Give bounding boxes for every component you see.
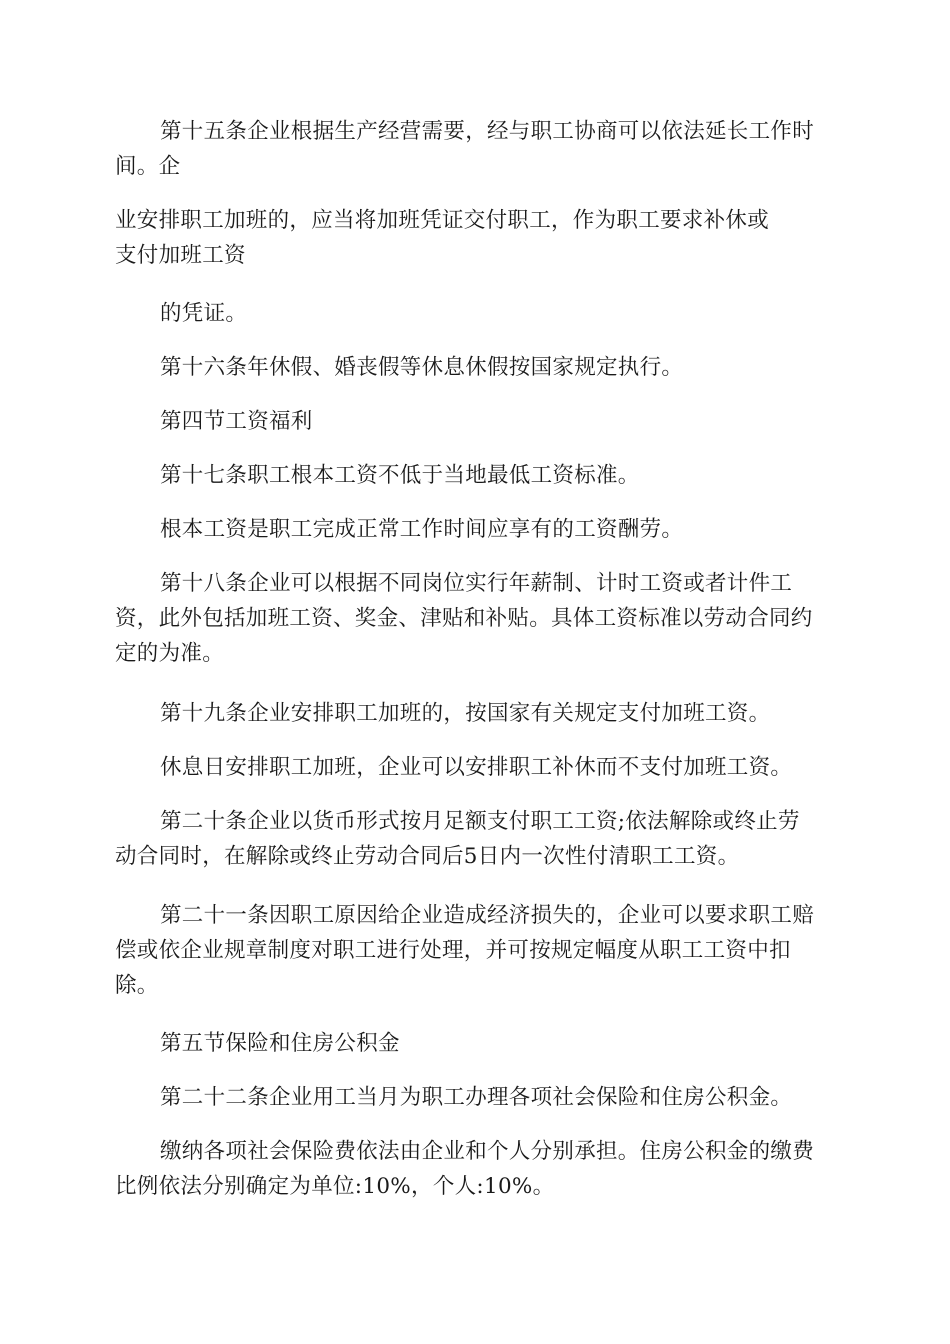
text-line: 除。 bbox=[115, 973, 159, 998]
text-line: 根本工资是职工完成正常工作时间应享有的工资酬劳。 bbox=[160, 517, 684, 542]
paragraph-article-15-end bbox=[115, 296, 835, 331]
paragraph-article-17-cont bbox=[115, 512, 835, 547]
text-line: 偿或依企业规章制度对职工进行处理，并可按规定幅度从职工工资中扣 bbox=[115, 938, 791, 963]
text-line: 动合同时，在解除或终止劳动合同后5日内一次性付清职工工资。 bbox=[115, 844, 740, 869]
paragraph-article-15 bbox=[115, 114, 835, 184]
text-line: 第十五条企业根据生产经营需要，经与职工协商可以依法延长工作时 bbox=[160, 119, 815, 144]
text-line: 第十八条企业可以根据不同岗位实行年薪制、计时工资或者计件工 bbox=[160, 571, 793, 596]
text-line: 第二十条企业以货币形式按月足额支付职工工资;依法解除或终止劳 bbox=[160, 809, 800, 834]
paragraph-article-22 bbox=[115, 1080, 835, 1115]
paragraph-article-18 bbox=[115, 566, 835, 671]
text-line: 支付加班工资 bbox=[115, 243, 246, 268]
paragraph-article-21 bbox=[115, 898, 835, 1003]
text-line: 比例依法分别确定为单位:10%，个人:10%。 bbox=[115, 1174, 555, 1199]
paragraph-article-22-cont bbox=[115, 1134, 835, 1204]
text-line: 间。企 bbox=[115, 154, 181, 179]
text-line: 休息日安排职工加班，企业可以安排职工补休而不支付加班工资。 bbox=[160, 755, 793, 780]
text-line: 第四节工资福利 bbox=[160, 409, 313, 434]
text-line: 第五节保险和住房公积金 bbox=[160, 1031, 400, 1056]
text-line: 业安排职工加班的，应当将加班凭证交付职工，作为职工要求补休或 bbox=[115, 208, 770, 233]
paragraph-article-20 bbox=[115, 804, 835, 874]
paragraph-article-15-cont bbox=[115, 203, 835, 273]
text-line: 定的为准。 bbox=[115, 641, 225, 666]
text-line: 第十九条企业安排职工加班的，按国家有关规定支付加班工资。 bbox=[160, 701, 771, 726]
text-line: 的凭证。 bbox=[160, 301, 248, 326]
section-heading-wages bbox=[115, 404, 835, 439]
text-line: 第二十一条因职工原因给企业造成经济损失的，企业可以要求职工赔 bbox=[160, 903, 815, 928]
text-line: 第十六条年休假、婚丧假等休息休假按国家规定执行。 bbox=[160, 355, 684, 380]
text-line: 缴纳各项社会保险费依法由企业和个人分别承担。住房公积金的缴费 bbox=[160, 1139, 815, 1164]
text-line: 资，此外包括加班工资、奖金、津贴和补贴。具体工资标准以劳动合同约 bbox=[115, 606, 813, 631]
section-heading-insurance bbox=[115, 1026, 835, 1061]
text-line: 第十七条职工根本工资不低于当地最低工资标准。 bbox=[160, 463, 640, 488]
paragraph-article-17 bbox=[115, 458, 835, 493]
paragraph-article-19-cont bbox=[115, 750, 835, 785]
paragraph-article-16 bbox=[115, 350, 835, 385]
paragraph-article-19 bbox=[115, 696, 835, 731]
text-line: 第二十二条企业用工当月为职工办理各项社会保险和住房公积金。 bbox=[160, 1085, 793, 1110]
